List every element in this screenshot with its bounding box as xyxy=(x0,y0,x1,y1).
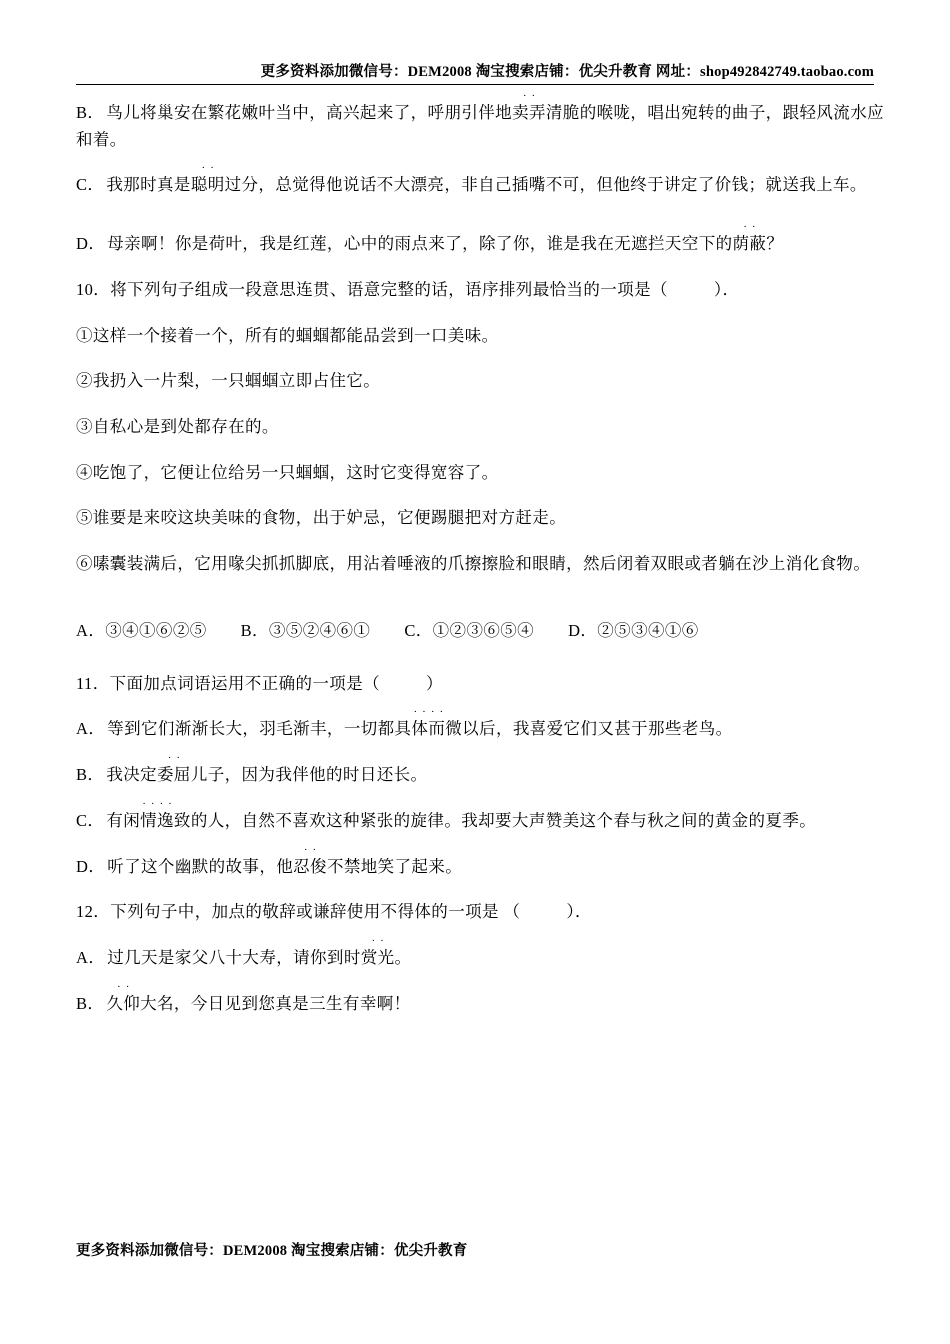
option-text-post: 不禁地笑了起来。 xyxy=(326,856,463,876)
question11-option-a xyxy=(76,706,884,743)
option-text-post: 清脆的喉咙，唱出宛转的曲子，跟轻风流水应和着。 xyxy=(76,103,885,149)
emphasis-dotted-text xyxy=(360,934,395,972)
emphasis-dotted-text xyxy=(293,843,327,881)
emphasis-dots: ···· xyxy=(413,706,449,719)
question10-item-6: ⑥嗉囊装满后，它用喙尖抓抓脚底，用沾着唾液的爪擦擦脸和眼睛，然后闭着双眼或者躺在沙上消化食物。 xyxy=(76,554,871,574)
option-label: C． xyxy=(76,175,105,195)
emphasis-dotted-text xyxy=(123,797,191,835)
choice-d[interactable]: D．②⑤③④①⑥ xyxy=(568,620,699,640)
question12-stem-post: ）． xyxy=(566,902,592,922)
dotted-word: 卖弄 xyxy=(512,103,546,122)
question10-item-3: ③自私心是到处都存在的。 xyxy=(76,417,279,437)
option-text-post: 的人，自然不喜欢这种紧张的旋律。我却要大声赞美这个春与秋之间的黄金的夏季。 xyxy=(190,810,817,830)
question10-stem-post: ）． xyxy=(713,279,740,299)
header-promo-note: 更多资料添加微信号：DEM2008 淘宝搜索店铺：优尖升教育 网址：shop492842749.taobao.com xyxy=(260,64,874,80)
option-text-post: 大名，今日见到您真是三生有幸啊！ xyxy=(140,993,411,1013)
choice-c[interactable]: C．①②③⑥⑤④ xyxy=(404,620,535,640)
option-label: D． xyxy=(76,856,106,876)
question11-option-d xyxy=(76,843,884,881)
emphasis-dotted-text xyxy=(512,90,546,127)
question9-option-c xyxy=(76,162,884,199)
question9-option-d xyxy=(76,221,884,258)
emphasis-dots: ·· xyxy=(167,752,186,765)
emphasis-dots: ·· xyxy=(743,221,761,234)
option-label: D． xyxy=(76,234,106,254)
option-text-pre: 我决定 xyxy=(106,765,158,785)
emphasis-dotted-text xyxy=(190,162,225,199)
dotted-word: 闲情逸致 xyxy=(123,810,191,830)
document-content xyxy=(76,90,885,1036)
option-text-post: 以后，我喜爱它们又甚于那些老鸟。 xyxy=(462,719,733,739)
emphasis-dots: ···· xyxy=(142,797,177,810)
question11-stem-pre: 11．下面加点词语运用不正确的一项是（ xyxy=(76,673,380,693)
option-label: B． xyxy=(76,993,105,1013)
option-text-pre: 过几天是家父八十大寿，请你到时 xyxy=(107,947,361,967)
option-text-pre: 有 xyxy=(106,810,124,830)
question10-stem xyxy=(76,277,884,304)
question11-option-b xyxy=(76,752,884,789)
question12-option-a xyxy=(76,934,884,972)
question10-item-1: ①这样一个接着一个，所有的蝈蝈都能品尝到一口美味。 xyxy=(76,325,499,345)
question11-stem-post: ） xyxy=(426,673,443,693)
emphasis-dotted-text xyxy=(106,980,141,1018)
question10-stem-pre: 10．将下列句子组成一段意思连贯、语意完整的话，语序排列最恰当的一项是（ xyxy=(76,279,668,299)
dotted-word: 荫蔽 xyxy=(732,234,767,254)
emphasis-dots: ·· xyxy=(303,843,322,856)
emphasis-dotted-text xyxy=(394,706,463,743)
question11-stem xyxy=(76,671,884,698)
emphasis-dots: ·· xyxy=(371,934,389,947)
emphasis-dots: ·· xyxy=(117,980,135,993)
choice-a[interactable]: A．③④①⑥②⑤ xyxy=(76,620,207,640)
dotted-word: 委屈 xyxy=(157,765,191,785)
option-text-pre: 母亲啊！你是荷叶，我是红莲，心中的雨点来了，除了你，谁是我在无遮拦天空下的 xyxy=(107,234,733,254)
dotted-word: 具体而微 xyxy=(394,719,463,739)
option-text-pre: 等到它们渐渐长大，羽毛渐丰，一切都 xyxy=(107,719,395,739)
question12-stem-pre: 12．下列句子中，加点的敬辞或谦辞使用不得体的一项是 （ xyxy=(76,902,521,922)
choice-b[interactable]: B．③⑤②④⑥① xyxy=(240,620,371,640)
dotted-word: 聪明 xyxy=(190,175,225,195)
option-label: B． xyxy=(76,765,105,785)
question10-choices xyxy=(76,618,884,645)
option-text-post: 过分，总觉得他说话不大漂亮，非自己插嘴不可，但他终于讲定了价钱；就送我上车。 xyxy=(224,175,867,195)
question10-item-2: ②我扔入一片梨，一只蝈蝈立即占住它。 xyxy=(76,371,381,391)
option-label: A． xyxy=(76,719,106,739)
emphasis-dots: ·· xyxy=(201,162,219,175)
question12-stem xyxy=(76,899,884,926)
option-label: A． xyxy=(76,947,106,967)
option-text-post: 。 xyxy=(394,947,412,967)
option-text-pre: 听了这个幽默的故事，他 xyxy=(107,856,294,876)
dotted-word: 赏光 xyxy=(360,947,395,967)
question10-item-5: ⑤谁要是来咬这块美味的食物，出于妒忌，它便踢腿把对方赶走。 xyxy=(76,508,567,528)
option-label: B． xyxy=(76,103,105,122)
dotted-word: 久仰 xyxy=(106,993,141,1013)
footer-promo-note: 更多资料添加微信号：DEM2008 淘宝搜索店铺：优尖升教育 xyxy=(76,1243,468,1259)
option-text-pre: 我那时真是 xyxy=(106,175,191,195)
option-label: C． xyxy=(76,810,105,830)
emphasis-dotted-text xyxy=(732,221,767,258)
question10-item-4: ④吃饱了，它便让位给另一只蝈蝈，这时它变得宽容了。 xyxy=(76,462,499,482)
question11-option-c xyxy=(76,797,884,835)
option-text-post: ？ xyxy=(766,234,784,254)
question12-option-b xyxy=(76,980,884,1018)
header-divider-rule xyxy=(76,84,874,85)
emphasis-dots: ·· xyxy=(522,90,541,102)
dotted-word: 忍俊 xyxy=(293,856,327,876)
question9-option-b xyxy=(76,90,885,153)
emphasis-dotted-text xyxy=(157,752,191,789)
option-text-post: 儿子，因为我伴他的时日还长。 xyxy=(190,765,428,785)
option-text-pre: 鸟儿将巢安在繁花嫩叶当中，高兴起来了，呼朋引伴地 xyxy=(106,103,513,122)
